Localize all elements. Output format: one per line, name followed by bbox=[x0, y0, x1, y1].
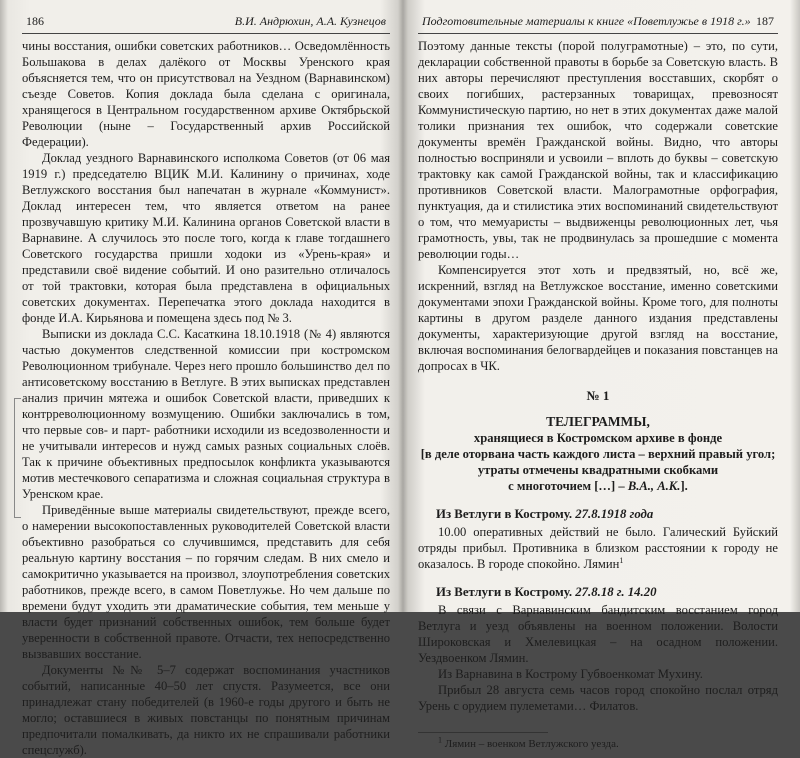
left-running-head bbox=[22, 14, 390, 34]
document-subtitle: [в деле оторвана часть каждого листа – верхний правый угол; bbox=[420, 447, 776, 461]
telegram-date: 27.8.1918 года bbox=[575, 507, 654, 521]
right-body-text bbox=[418, 38, 778, 751]
paragraph: Документы №№ 5–7 содержат воспоминания участников событий, написанные 40–50 лет спустя. Разумеется, все они принадлежат стану победителей (в 1960-е годы другого и быть не могло; оставшиеся в живых повстанцы по понятным причинам предпочитали помалкивать, да никто их не спрашивали работники спецслужб). bbox=[22, 663, 390, 757]
telegram-date: 27.8.18 г. 14.20 bbox=[575, 585, 657, 599]
document-number: № 1 bbox=[586, 388, 610, 403]
subtitle-authors: В.А., А.К. bbox=[627, 479, 681, 493]
document-subtitle bbox=[418, 478, 778, 494]
telegram-heading bbox=[436, 584, 778, 600]
document-subtitle: утраты отмечены квадратными скобками bbox=[477, 463, 719, 477]
paragraph: Приведённые выше материалы свидетельствуют, прежде всего, о намерении высокопоставленных руководителей Советской власти объективно разобраться со случившимся, представить для себя реальную картину восстания – по горячим следам. В них смело и самокритично указывается на произвол, злоупотребления советских работников, прежде всего, в самом Поветлужье. Но чем дальше по времени будут уходить эти драматические события, тем меньше у власти будет признаний собственных ошибок, тем больше будет уверенности в собственной правоте. Отчасти, тех непосредственно вызвавших восстание. bbox=[22, 503, 390, 661]
footnote-ref[interactable]: 1 bbox=[619, 555, 624, 565]
left-page bbox=[0, 0, 400, 757]
subtitle-text: с многоточием […] – bbox=[508, 479, 628, 493]
right-page bbox=[404, 0, 800, 750]
footnote-marker: 1 bbox=[438, 735, 442, 745]
subtitle-end: ]. bbox=[680, 479, 688, 493]
telegram-route: Из Ветлуги в Кострому. bbox=[436, 507, 576, 521]
footnote-text: Лямин – военком Ветлужского уезда. bbox=[444, 738, 619, 750]
telegram-route: Из Ветлуги в Кострому. bbox=[436, 585, 576, 599]
left-page-number: 186 bbox=[26, 14, 44, 28]
right-running-title: Подготовительные материалы к книге «Поветлужье в 1918 г.» bbox=[422, 14, 751, 28]
left-running-title: В.И. Андрюхин, А.А. Кузнецов bbox=[234, 14, 386, 28]
paragraph: Компенсируется этот хоть и предвзятый, но, всё же, искренний, взгляд на Ветлужское восстание, именно советскими документами эпохи Гражданской войны. Кроме того, для полноты картины в другом разделе данного издания представлены документы, характеризующие другой взгляд на восстание, включая воспоминания белогвардейцев и показания повстанцев на допросах в ЧК. bbox=[418, 263, 778, 373]
paragraph: Поэтому данные тексты (порой полуграмотные) – это, по сути, декларации собственной правоты в борьбе за Советскую власть. В них авторы перечисляют преступления восставших, скорбят о своих погибших, растерзанных товарищах, превозносят Коммунистическую партию, но нет в этих документах даже малой толики признания тех ошибок, что содержали советские документы времён Гражданской войны. Видно, что авторы полностью восприняли и усвоили – вплоть до буквы – советскую трактовку как самой Гражданской войны, так и классификацию противников Советской власти. Малограмотные орфография, пунктуация, да и стилистика этих воспоминаний свидетельствуют о том, что мемуаристы – выдвиженцы революционных лет, чья грамотность, увы, так не продвинулась за прошедшие с момента революции годы… bbox=[418, 39, 778, 261]
paragraph: Выписки из доклада С.С. Касаткина 18.10.1918 (№ 4) являются частью документов следственной комиссии при костромском Революционном трибунале. Через него прошло большинство дел по антисоветскому восстанию в Ветлуге. В этих выписках представлен анализ причин мятежа и ошибок Советской власти, приведших к контрреволюционному возмущению. Ошибки заключались в том, что первые сов- и парт- работники исходили из вседозволенности и не учитывали интересов и нужд самых разных социальных слоёв. Так к причине объективных предпосылок конфликта указываются мотив местечкового сепаратизма и сложная социальная структура в Уренском крае. bbox=[22, 327, 390, 501]
left-body-text bbox=[22, 38, 390, 758]
telegram-line: 10.00 оперативных действий не было. Галический Буйский отряды прибыл. Противника в близком расстоянии к городу не оказалось. В городе спокойно. Лямин bbox=[418, 525, 778, 571]
footnote bbox=[418, 737, 778, 751]
document-title: ТЕЛЕГРАММЫ, bbox=[546, 414, 650, 429]
telegram-text: В связи с Варнавинским бандитским восстанием город Ветлуга и уезд объявлены на военном положении. Волости Широковская и Хмелевицкая – на осадном положении. Уездвоенком Лямин. bbox=[418, 603, 778, 665]
document-subtitle: хранящиеся в Костромском архиве в фонде bbox=[473, 431, 723, 445]
right-page-number: 187 bbox=[756, 14, 774, 28]
telegram-text: Прибыл 28 августа семь часов город спокойно послал отряд Урень с орудием пулеметами… Филатов. bbox=[418, 683, 778, 713]
paragraph: Доклад уездного Варнавинского исполкома Советов (от 06 мая 1919 г.) председателю ВЦИК М.И. Калинину о причинах, ходе Ветлужского восстания был напечатан в журнале «Коммунист». Доклад интересен тем, что является ответом на ранее прозвучавшую критику М.И. Калинина органов Советской власти в Варнавине. А случилось это после того, когда к главе тогдашнего Советского государства пришли ходоки из «Урень-края» и представили своё видение событий. И оно разительно отличалось от той трактовки, которая была представлена в официальных советских документах. Перепечатка этого доклада находится в фонде И.А. Кирьянова и помещена здесь под № 3. bbox=[22, 151, 390, 325]
margin-bracket-mark bbox=[14, 398, 21, 518]
paragraph: чины восстания, ошибки советских работников… Осведомлённость Большакова в делах далёкого от Москвы Уренского края объясняется тем, что он присутствовал на Уездном (Варнавинском) съезде Советов. Копия доклада была сделана с оригинала, хранящегося в Центральном государственном архиве Октябрьской Революции (ныне – Государственный архив Российской Федерации). bbox=[22, 39, 390, 149]
right-running-head bbox=[418, 14, 778, 34]
footnote-divider bbox=[418, 732, 548, 733]
telegram-text bbox=[418, 524, 778, 572]
telegram-text: Из Варнавина в Кострому Губвоенкомат Мухину. bbox=[438, 667, 703, 681]
telegram-heading bbox=[436, 506, 778, 522]
